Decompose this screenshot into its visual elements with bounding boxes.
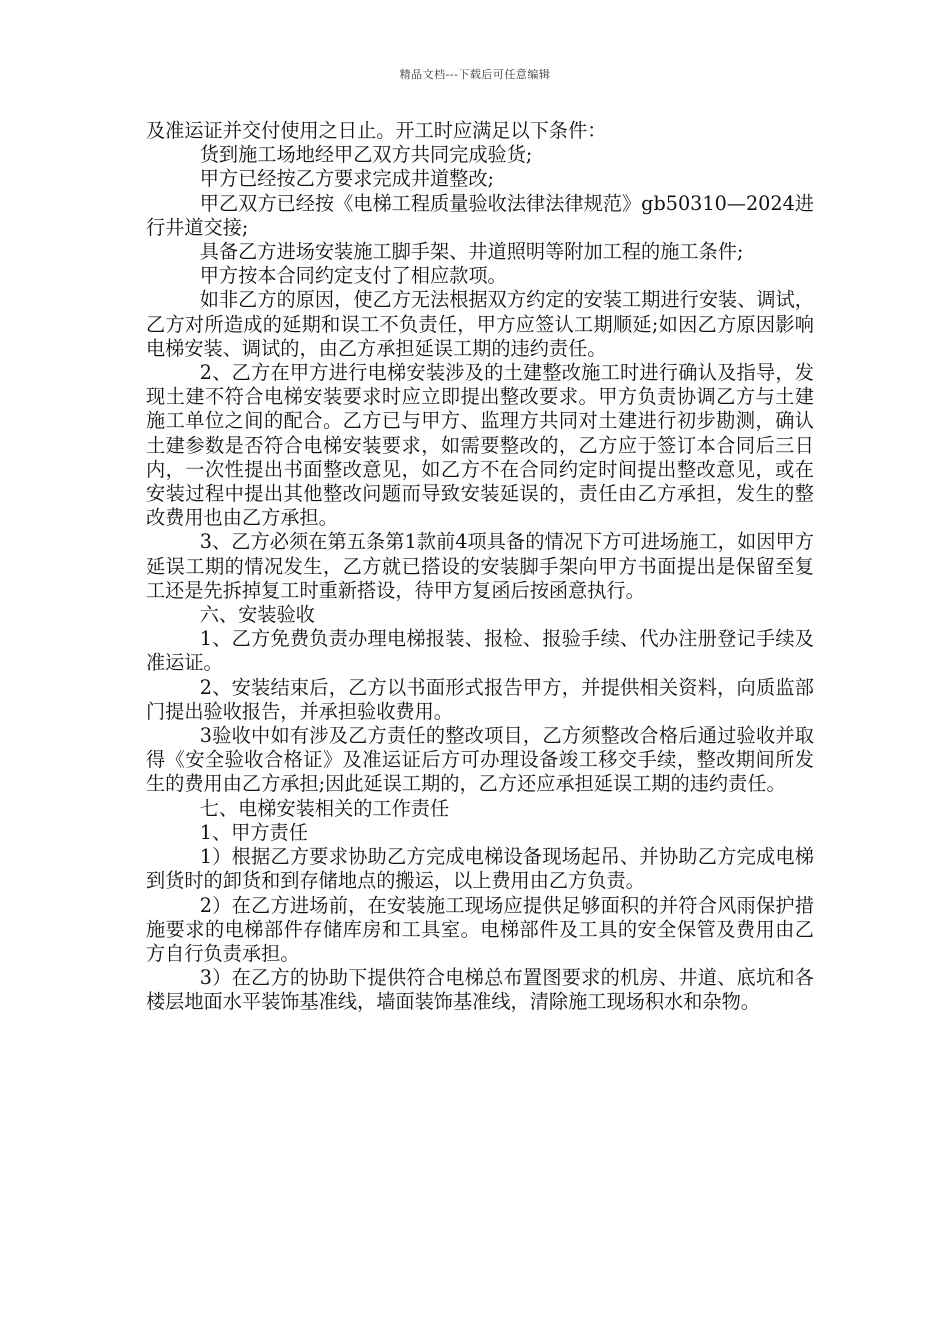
paragraph: 1、乙方免费负责办理电梯报装、报检、报验手续、代办注册登记手续及准运证。 xyxy=(146,627,814,675)
paragraph: 具备乙方进场安装施工脚手架、井道照明等附加工程的施工条件; xyxy=(199,240,744,264)
paragraph: 2）在乙方进场前，在安装施工现场应提供足够面积的并符合风雨保护措施要求的电梯部件存储库房和工具室。电梯部件及工具的安全保管及费用由乙方自行负责承担。 xyxy=(146,893,814,965)
paragraph: 3）在乙方的协助下提供符合电梯总布置图要求的机房、井道、底坑和各楼层地面水平装饰基准线，墙面装饰基准线，清除施工现场积水和杂物。 xyxy=(146,966,814,1014)
paragraph: 甲方已经按乙方要求完成井道整改; xyxy=(199,167,495,191)
paragraph: 3验收中如有涉及乙方责任的整改项目，乙方须整改合格后通过验收并取得《安全验收合格证》及准运证后方可办理设备竣工移交手续，整改期间所发生的费用由乙方承担;因此延误工期的，乙方还应承担延误工期的违约责任。 xyxy=(146,724,814,796)
page-header: 精品文档---下载后可任意编辑 xyxy=(399,68,551,81)
section-heading: 七、电梯安装相关的工作责任 xyxy=(199,796,450,820)
paragraph: 如非乙方的原因，使乙方无法根据双方约定的安装工期进行安装、调试，乙方对所造成的延期和误工不负责任，甲方应签认工期顺延;如因乙方原因影响电梯安装、调试的，由乙方承担延误工期的违约责任。 xyxy=(146,288,814,360)
paragraph: 甲方按本合同约定支付了相应款项。 xyxy=(199,264,507,288)
section-heading: 六、安装验收 xyxy=(199,603,315,627)
subsection-heading: 1、甲方责任 xyxy=(199,820,308,844)
paragraph: 2、乙方在甲方进行电梯安装涉及的土建整改施工时进行确认及指导，发现土建不符合电梯安装要求时应立即提出整改要求。甲方负责协调乙方与土建施工单位之间的配合。乙方已与甲方、监理方共同对土建进行初步勘测，确认土建参数是否符合电梯安装要求，如需要整改的，乙方应于签订本合同后三日内，一次性提出书面整改意见，如乙方不在合同约定时间提出整改意见，或在安装过程中提出其他整改问题而导致安装延误的，责任由乙方承担，发生的整改费用也由乙方承担。 xyxy=(146,361,814,530)
paragraph: 及准运证并交付使用之日止。开工时应满足以下条件： xyxy=(146,119,607,142)
paragraph: 货到施工场地经甲乙双方共同完成验货; xyxy=(199,143,533,167)
paragraph: 3、乙方必须在第五条第1款前4项具备的情况下方可进场施工，如因甲方延误工期的情况发生，乙方就已搭设的安装脚手架向甲方书面提出是保留至复工还是先拆掉复工时重新搭设，待甲方复函后按函意执行。 xyxy=(146,530,814,602)
paragraph: 甲乙双方已经按《电梯工程质量验收法律法律规范》gb50310—2024进行井道交接; xyxy=(146,191,814,239)
document-body xyxy=(146,119,814,1015)
paragraph: 1）根据乙方要求协助乙方完成电梯设备现场起吊、并协助乙方完成电梯到货时的卸货和到存储地点的搬运，以上费用由乙方负责。 xyxy=(146,845,814,893)
paragraph: 2、安装结束后，乙方以书面形式报告甲方，并提供相关资料，向质监部门提出验收报告，并承担验收费用。 xyxy=(146,675,814,723)
